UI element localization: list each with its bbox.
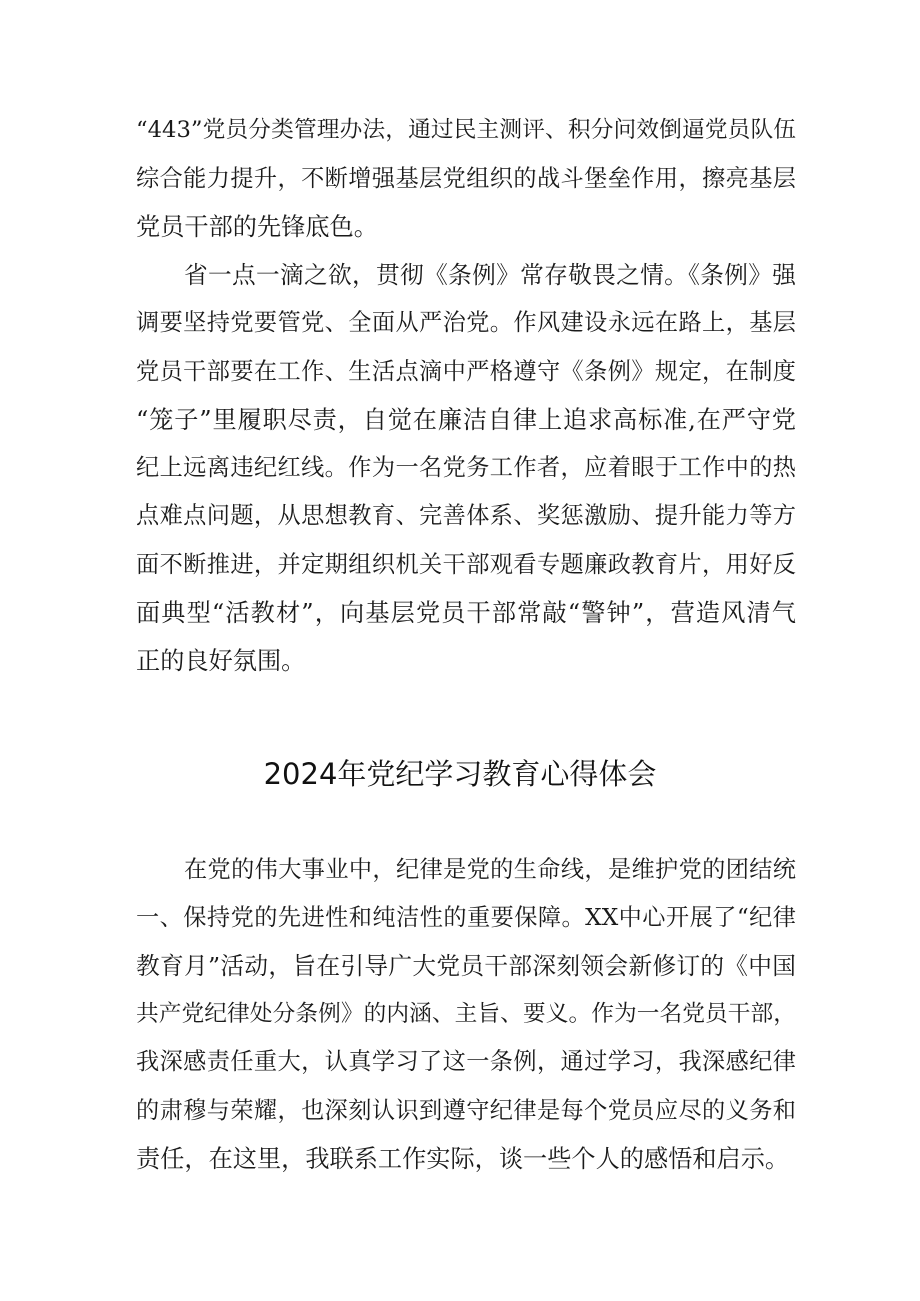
paragraph-line: 党员干部要在工作、生活点滴中严格遵守《条例》规定，在制度 (136, 358, 796, 385)
paragraph-line: 综合能力提升，不断增强基层党组织的战斗堡垒作用，擦亮基层 (136, 165, 796, 192)
paragraph-line: 的肃穆与荣耀，也深刻认识到遵守纪律是每个党员应尽的义务和 (136, 1097, 796, 1124)
paragraph-line: 责任，在这里，我联系工作实际，谈一些个人的感悟和启示。 (136, 1145, 790, 1173)
paragraph-line: 在党的伟大事业中，纪律是党的生命线，是维护党的团结统 (184, 856, 796, 883)
paragraph-line: “笼子”里履职尽责，自觉在廉洁自律上追求高标准,在严守党 (136, 406, 796, 434)
paragraph-line: 省一点一滴之欲，贯彻《条例》常存敬畏之情。《条例》强 (184, 261, 796, 289)
paragraph-line: 我深感责任重大，认真学习了这一条例，通过学习，我深感纪律 (136, 1048, 796, 1075)
paragraph-line: 党员干部的先锋底色。 (136, 213, 378, 241)
paragraph-line: 正的良好氛围。 (136, 647, 306, 675)
paragraph-line: “443”党员分类管理办法，通过民主测评、积分问效倒逼党员队伍 (136, 117, 796, 143)
paragraph-line: 面典型“活教材”，向基层党员干部常敲“警钟”，营造风清气 (136, 599, 796, 627)
paragraph-line: 一、保持党的先进性和纯洁性的重要保障。XX中心开展了“纪律 (136, 904, 796, 931)
paragraph-line: 共产党纪律处分条例》的内涵、主旨、要义。作为一名党员干部， (136, 1001, 796, 1027)
document-title: 2024年党纪学习教育心得体会 (263, 757, 657, 791)
paragraph-line: 教育月”活动，旨在引导广大党员干部深刻领会新修订的《中国 (136, 952, 796, 980)
paragraph-line: 点难点问题，从思想教育、完善体系、奖惩激励、提升能力等方 (136, 502, 796, 529)
paragraph-line: 调要坚持党要管党、全面从严治党。作风建设永远在路上，基层 (136, 309, 796, 336)
paragraph-line: 纪上远离违纪红线。作为一名党务工作者，应着眼于工作中的热 (136, 454, 796, 481)
paragraph-line: 面不断推进，并定期组织机关干部观看专题廉政教育片，用好反 (136, 551, 796, 578)
